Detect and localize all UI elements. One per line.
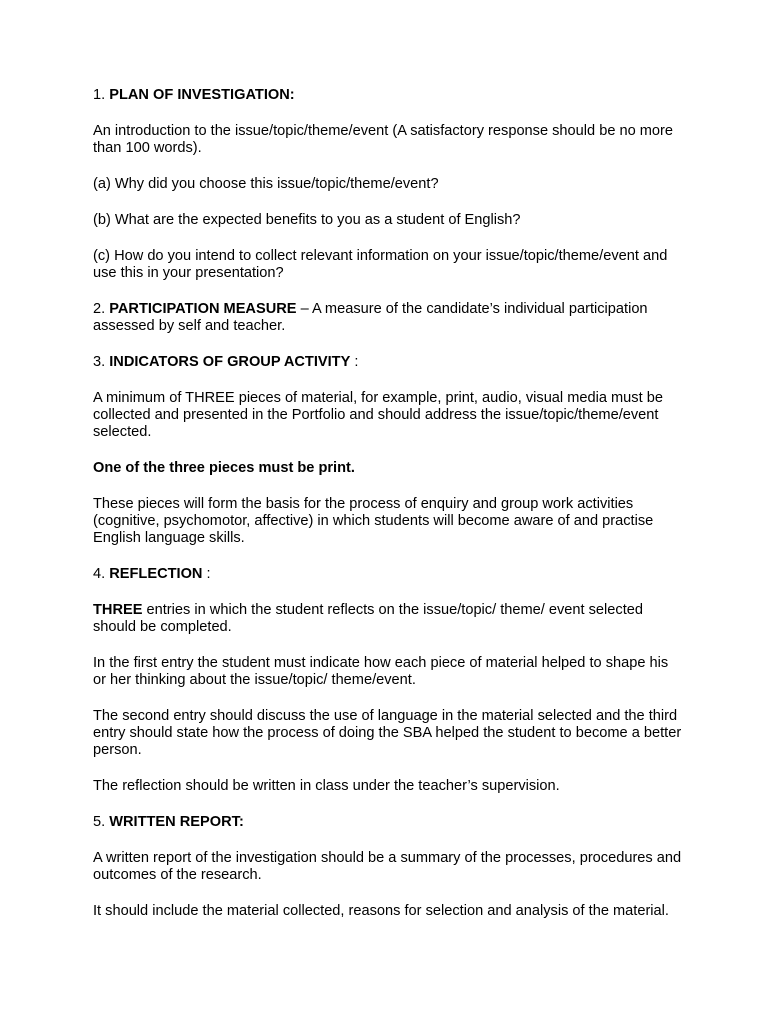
reflection-text: entries in which the student reflects on the issue/topic/ theme/ event selected should be completed.: [93, 602, 643, 635]
section-number: 4.: [93, 566, 110, 582]
section-3-heading: [93, 354, 683, 371]
section-number: 3.: [93, 354, 110, 370]
group-paragraph-1: A minimum of THREE pieces of material, for example, print, audio, visual media must be collected and presented in the Portfolio and should address the issue/topic/theme/event selected.: [93, 390, 663, 440]
emphasis-text: THREE: [93, 602, 143, 618]
section-title: PLAN OF INVESTIGATION:: [109, 87, 295, 103]
reflection-paragraph-4: The reflection should be written in class under the teacher’s supervision.: [93, 778, 560, 794]
section-4-heading: [93, 566, 683, 583]
section-title: REFLECTION: [109, 566, 203, 582]
report-paragraph-2: It should include the material collected, reasons for selection and analysis of the material.: [93, 903, 669, 919]
reflection-paragraph-2: In the first entry the student must indicate how each piece of material helped to shape his or her thinking about the issue/topic/ theme/event.: [93, 655, 669, 688]
plan-question-a: (a) Why did you choose this issue/topic/theme/event?: [93, 176, 439, 192]
reflection-paragraph-3: The second entry should discuss the use of language in the material selected and the third entry should state how the process of doing the SBA helped the student to become a better person.: [93, 708, 682, 758]
section-number: 5.: [93, 814, 110, 830]
participation-text: – A measure of the candidate’s individual participation assessed by self and teacher.: [93, 301, 648, 334]
heading-suffix: :: [350, 354, 359, 370]
section-number: 2.: [93, 301, 110, 317]
section-title: INDICATORS OF GROUP ACTIVITY: [109, 354, 351, 370]
plan-question-c: (c) How do you intend to collect relevant information on your issue/topic/theme/event and use this in your presentation?: [93, 248, 668, 281]
plan-question-b: (b) What are the expected benefits to you as a student of English?: [93, 212, 521, 228]
plan-intro: An introduction to the issue/topic/theme/event (A satisfactory response should be no more than 100 words).: [93, 123, 674, 156]
section-1-heading: [93, 87, 683, 104]
section-title: WRITTEN REPORT:: [109, 814, 244, 830]
group-paragraph-2: [93, 460, 683, 477]
emphasis-text: One of the three pieces must be print.: [93, 460, 355, 476]
section-title: PARTICIPATION MEASURE: [109, 301, 297, 317]
heading-suffix: :: [202, 566, 211, 582]
report-paragraph-1: A written report of the investigation should be a summary of the processes, procedures and outcomes of the research.: [93, 850, 682, 883]
group-paragraph-3: These pieces will form the basis for the process of enquiry and group work activities (cognitive, psychomotor, affective) in which students will become aware of and practise English language skills.: [93, 496, 654, 546]
reflection-paragraph-1: [93, 602, 683, 636]
document-page: [93, 87, 683, 920]
section-number: 1.: [93, 87, 110, 103]
section-5-heading: [93, 814, 683, 831]
section-2-paragraph: [93, 301, 683, 335]
